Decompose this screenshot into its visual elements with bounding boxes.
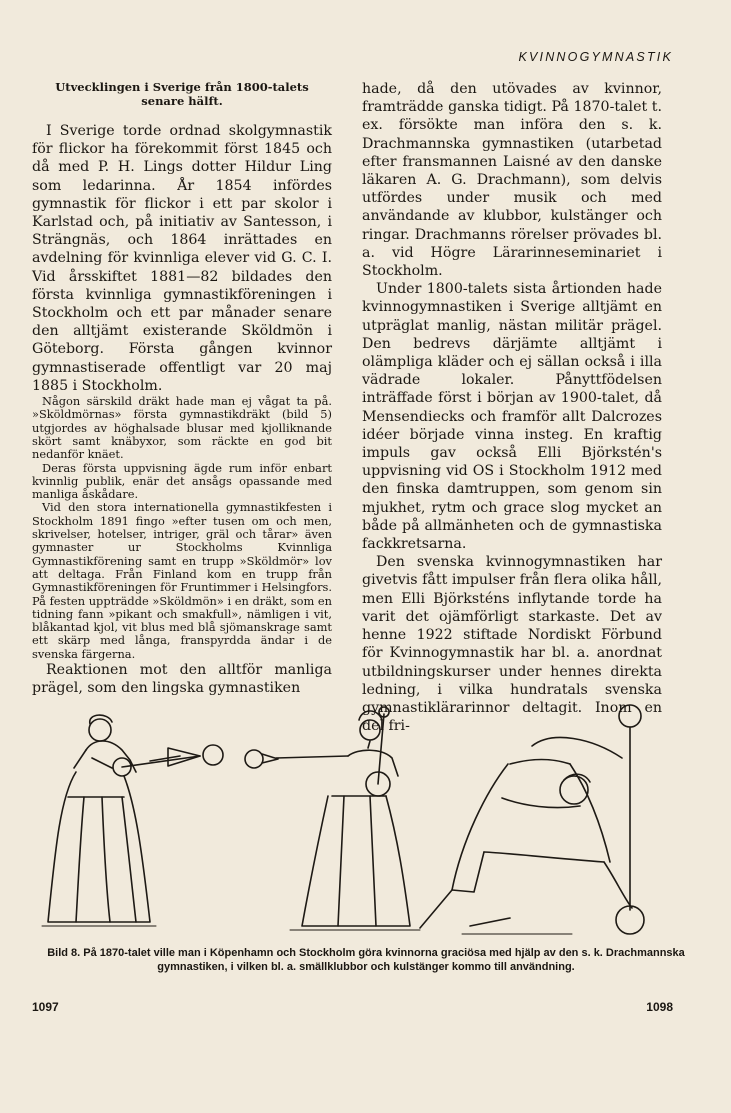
figure-caption: Bild 8. På 1870-talet ville man i Köpenhamn och Stockholm göra kvinnorna graciösa med hjälp av den s. k. Drachmannska gymnastiken, i vilken bl. a. smällklubbor och kulstänger kommo till användning. xyxy=(47,947,685,973)
paragraph: I Sverige torde ordnad skolgymnastik för flickor ha förekommit först 1845 och då med P. H. Lings dotter Hildur Ling som ledarinna. År 1854 infördes gymnastik för flickor i ett par skolor i Karlstad och, på initiativ av Santesson, i Strängnäs, och 1864 inrättades en avdelning för kvinnliga elever vid G. C. I. Vid årsskiftet 1881—82 bildades den första kvinnliga gymnastikföreningen i Stockholm och ett par månader senare den alltjämt existerande Sköldmön i Göteborg. Första gången kvinnor gymnastiserade offentligt var 20 maj 1885 i Stockholm. xyxy=(32,123,332,394)
page-number-right: 1098 xyxy=(646,1000,673,1014)
illustration-drachmann-gymnastics xyxy=(32,702,700,942)
paragraph: Reaktionen mot den alltför manliga prägel, som den lingska gymnastiken xyxy=(32,661,332,697)
paragraph: Under 1800-talets sista årtionden hade kvinnogymnastiken i Sverige alltjämt en utpräglat manlig, nästan militär prägel. Den bedrevs därjämte alltjämt i olämpliga kläder och ej sällan också i illa vädrade lokaler. Pånyttfödelsen inträffade först i början av 1900-talet, då Mensendiecks och framför allt Dalcrozes idéer började vinna insteg. En kraftig impuls gav också Elli Björkstén's uppvisning vid OS i Stockholm 1912 med den finska damtruppen, som genom sin mjukhet, rytm och grace slog mycket an både på allmänheten och de gymnastiska fackkretsarna. xyxy=(362,281,662,553)
right-column xyxy=(362,80,662,735)
paragraph: Den svenska kvinnogymnastiken har givetvis fått impulser från flera olika håll, men Elli Björksténs inflytande torde ha varit det ojämförligt starkaste. Det av henne 1922 stiftade Nordiskt Förbund för Kvinnogymnastik har bl. a. anordnat utbildningskurser under hennes direkta ledning, i vilka hundratals svenska gymnastiklärarinnor deltagit. Inom en del fri- xyxy=(362,554,662,735)
section-heading: Utvecklingen i Sverige från 1800-talets senare hälft. xyxy=(55,80,309,108)
page-number-left: 1097 xyxy=(32,1000,59,1014)
small-paragraph: Deras första uppvisning ägde rum inför enbart kvinnlig publik, enär det ansågs opassande med manliga åskådare. xyxy=(32,460,332,502)
paragraph: hade, då den utövades av kvinnor, framträdde ganska tidigt. På 1870-talet t. ex. försökte man införa den s. k. Drachmannska gymnastiken (utarbetad efter fransmannen Laisné av den danske läkaren A. G. Drachmann), som delvis utfördes under musik och med användande av klubbor, kulstänger och ringar. Drachmanns rörelser prövades bl. a. vid Högre Lärarinneseminariet i Stockholm. xyxy=(362,81,662,280)
small-paragraph: Vid den stora internationella gymnastikfesten i Stockholm 1891 fingo »efter tusen om och men, skrivelser, hotelser, intriger, gräl och tårar» även gymnaster ur Stockholms Kvinnliga Gymnastikförening samt en trupp »Sköldmör» lov att deltaga. Från Finland kom en trupp från Gymnastikföreningen för Fruntimmer i Helsingfors. På festen uppträdde »Sköldmön» i en dräkt, som en tidning fann »pikant och smakfull», nämligen i vit, blåkantad kjol, vit blus med blå sjömanskrage samt ett skärp med långa, franspyrdda ändar i de svenska färgerna. xyxy=(32,500,332,661)
small-paragraph: Någon särskild dräkt hade man ej vågat ta på. »Sköldmörnas» första gymnastikdräkt (bild 5) utgjordes av höghalsade blusar med kjolliknande skört samt knäbyxor, som räckte en god bit nedanför knäet. xyxy=(32,394,332,462)
left-column xyxy=(32,80,332,697)
running-head: KVINNOGYMNASTIK xyxy=(518,50,673,64)
